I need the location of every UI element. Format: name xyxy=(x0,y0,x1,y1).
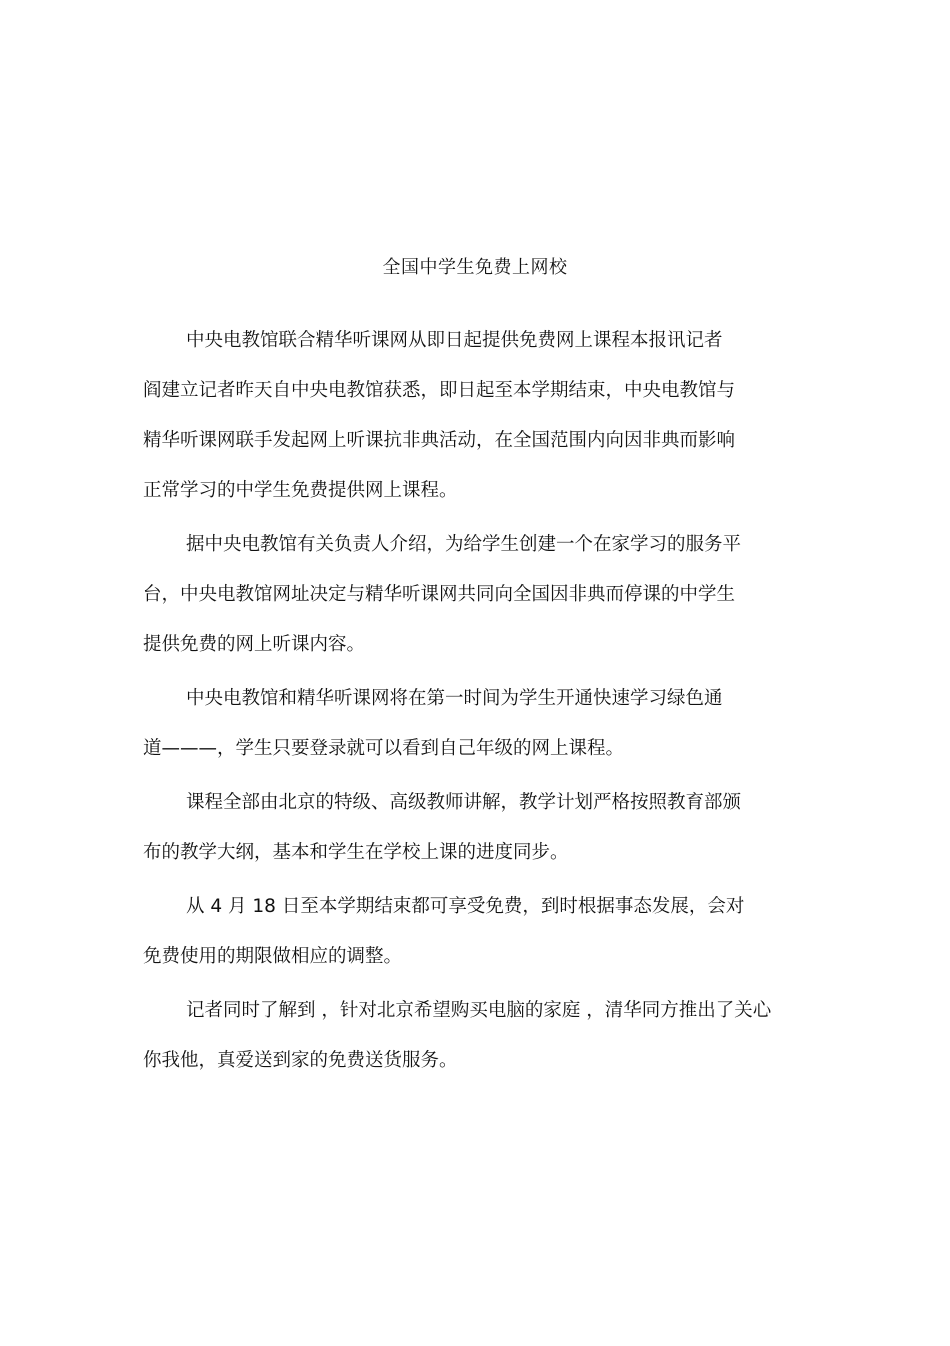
paragraph-line: 提供免费的网上听课内容。 xyxy=(143,634,366,655)
paragraph-line: 布的教学大纲，基本和学生在学校上课的进度同步。 xyxy=(143,842,569,863)
paragraph-line: 精华听课网联手发起网上听课抗非典活动，在全国范围内向因非典而影响 xyxy=(143,430,736,451)
paragraph-line: 台，中央电教馆网址决定与精华听课网共同向全国因非典而停课的中学生 xyxy=(143,584,736,605)
document-title: 全国中学生免费上网校 xyxy=(382,257,568,278)
paragraph-1 xyxy=(143,316,803,516)
paragraph-line: 正常学习的中学生免费提供网上课程。 xyxy=(143,480,458,501)
paragraph-line: 你我他，真爱送到家的免费送货服务。 xyxy=(143,1050,458,1071)
paragraph-line: 道———，学生只要登录就可以看到自己年级的网上课程。 xyxy=(143,738,625,759)
paragraph-3 xyxy=(143,674,803,774)
paragraph-line: 中央电教馆联合精华听课网从即日起提供免费网上课程本报讯记者 xyxy=(186,330,723,351)
paragraph-line: 阎建立记者昨天自中央电教馆获悉，即日起至本学期结束，中央电教馆与 xyxy=(143,380,736,401)
paragraph-line: 据中央电教馆有关负责人介绍，为给学生创建一个在家学习的服务平 xyxy=(186,534,742,555)
paragraph-5 xyxy=(143,882,803,982)
paragraph-2 xyxy=(143,520,803,670)
paragraph-line: 课程全部由北京的特级、高级教师讲解，教学计划严格按照教育部颁 xyxy=(186,792,742,813)
paragraph-line: 免费使用的期限做相应的调整。 xyxy=(143,946,403,967)
document-body xyxy=(143,316,803,1090)
paragraph-line: 从 4 月 18 日至本学期结束都可享受免费，到时根据事态发展，会对 xyxy=(186,896,745,917)
paragraph-6 xyxy=(143,986,803,1086)
paragraph-line: 记者同时了解到 ，针对北京希望购买电脑的家庭 ，清华同方推出了关心 xyxy=(186,1000,772,1021)
paragraph-line: 中央电教馆和精华听课网将在第一时间为学生开通快速学习绿色通 xyxy=(186,688,723,709)
paragraph-4 xyxy=(143,778,803,878)
